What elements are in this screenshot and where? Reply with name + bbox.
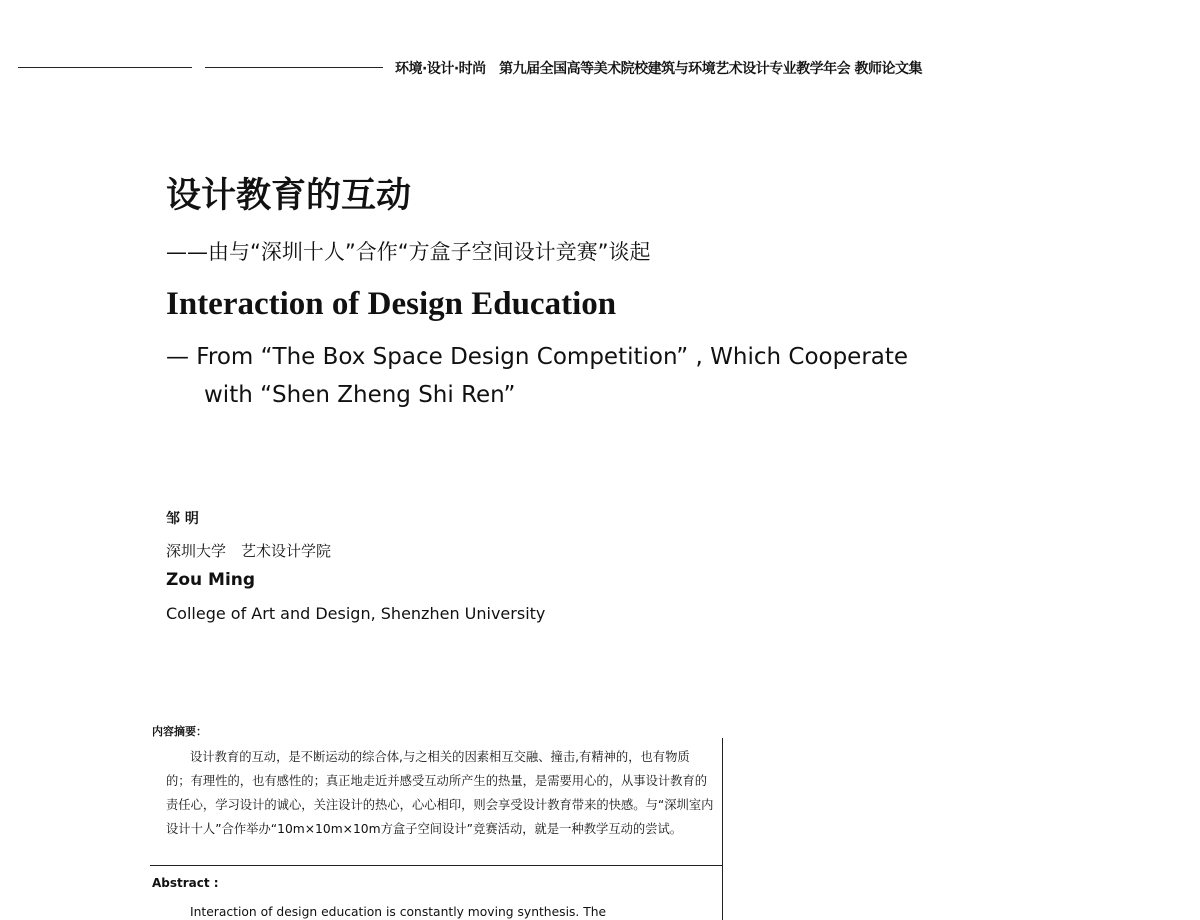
abstract-divider — [150, 865, 722, 866]
abstract-english-text: Interaction of design education is constantly moving synthesis. The — [190, 905, 607, 919]
header-rule — [18, 67, 192, 68]
title-chinese: 设计教育的互动 — [166, 175, 412, 216]
abstract-border — [722, 738, 723, 920]
author-english: Zou Ming — [166, 570, 256, 590]
author-chinese: 邹 明 — [166, 511, 199, 527]
title-english: Interaction of Design Education — [166, 286, 617, 322]
abstract-english-heading: Abstract : — [152, 876, 219, 890]
affiliation-chinese: 深圳大学 艺术设计学院 — [166, 542, 332, 560]
header-rule — [205, 67, 383, 68]
abstract-chinese-heading: 内容摘要： — [152, 725, 207, 738]
subtitle-chinese: ——由与“深圳十人”合作“方盒子空间设计竞赛”谈起 — [166, 240, 651, 264]
affiliation-english: College of Art and Design, Shenzhen University — [166, 604, 546, 623]
subtitle-english-line1: — From “The Box Space Design Competition” , Which Cooperate — [166, 344, 909, 370]
abstract-chinese-text: 设计教育的互动，是不断运动的综合体,与之相关的因素相互交融、撞击,有精神的，也有物质的；有理性的，也有感性的；真正地走近并感受互动所产生的热量，是需要用心的，从事设计教育的责任心，学习设计的诚心，关注设计的热心，心心相印，则会享受设计教育带来的快感。与“深圳室内设计十人”合作举办“10m×10m×10m方盒子空间设计”竞赛活动，就是一种教学互动的尝试。 — [166, 750, 714, 836]
running-header: 环境·设计·时尚 第九届全国高等美术院校建筑与环境艺术设计专业教学年会 教师论文集 — [395, 61, 923, 77]
subtitle-english-line2: with “Shen Zheng Shi Ren” — [204, 382, 516, 408]
